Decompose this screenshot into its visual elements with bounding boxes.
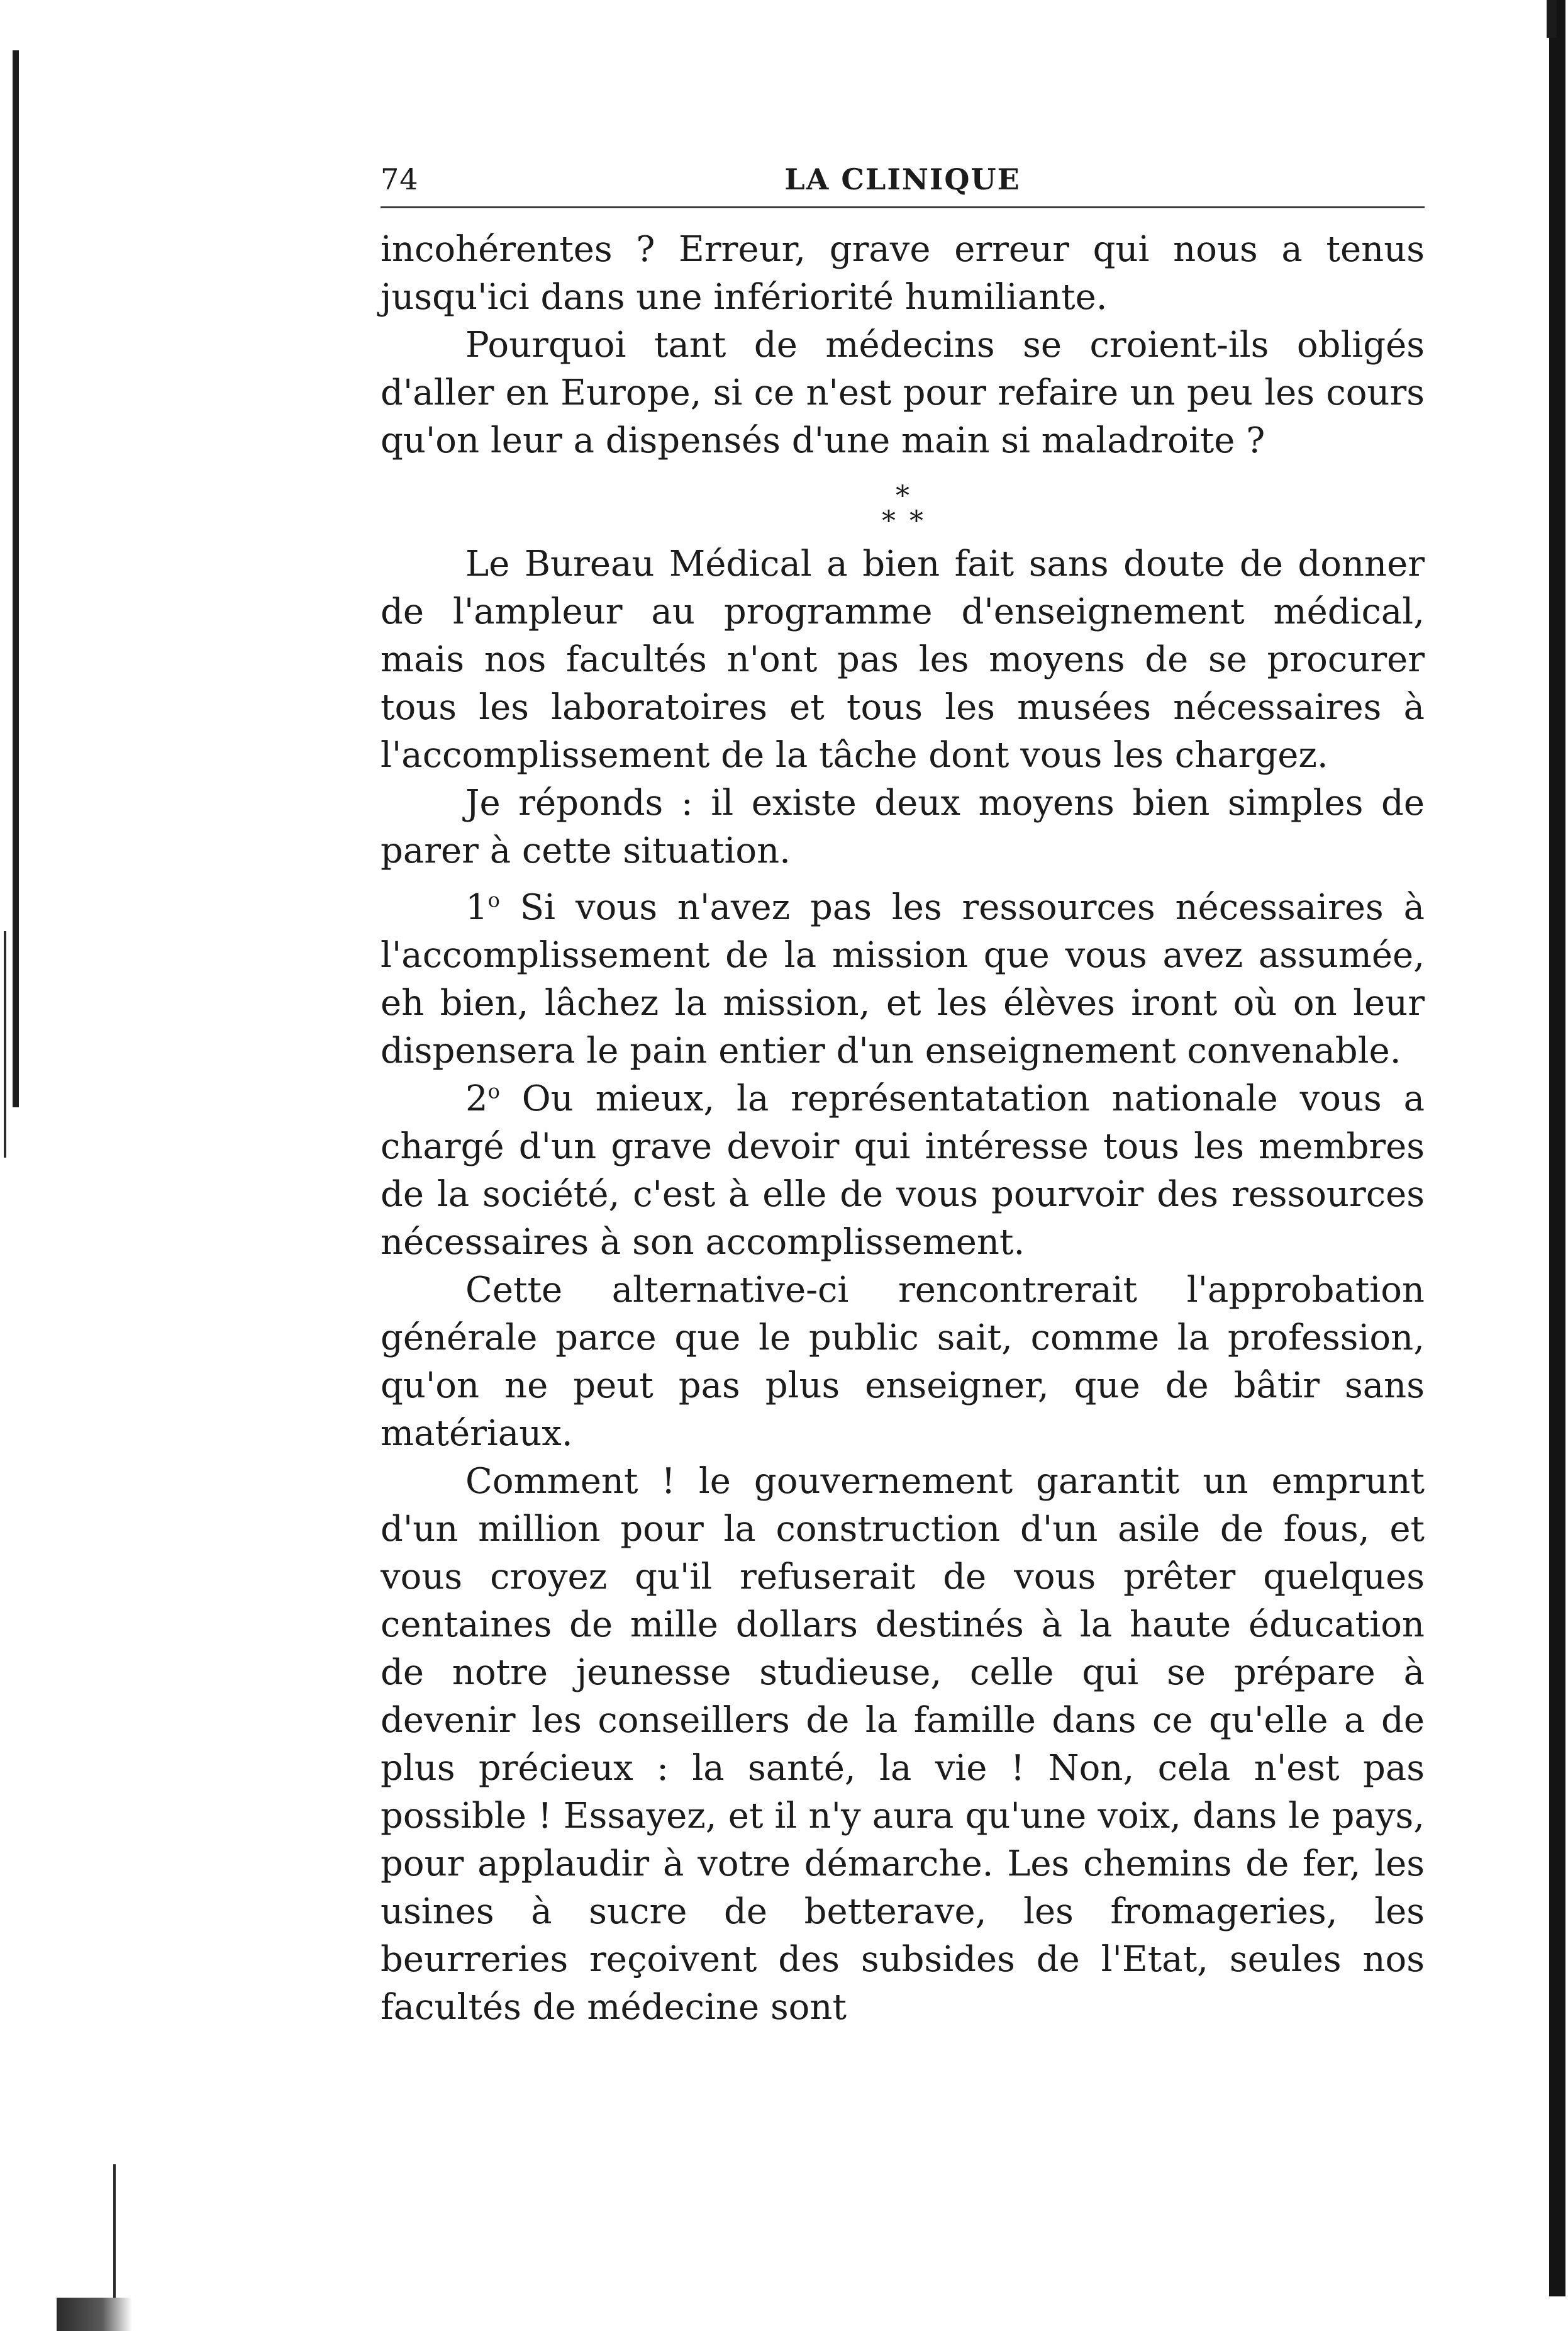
- scan-right-edge: [1547, 0, 1568, 2331]
- gutter-shadow-line: [113, 2164, 116, 2315]
- scan-bottom-shadow: [57, 2298, 132, 2331]
- paragraph-comment: Comment ! le gouvernement garantit un emprunt d'un million pour la construction d'un asile de fous, et vous croyez qu'il refuserait de vous prêter quelques centaines de mille dollars destinés à la haute éducation de notre jeunesse studieuse, celle qui se prépare à devenir les conseillers de la famille dans ce qu'elle a de plus précieux : la santé, la vie ! Non, cela n'est pas possible ! Essayez, et il n'y aura qu'une voix, dans le pays, pour applaudir à votre démarche. Les chemins de fer, les usines à sucre de betterave, les fromageries, les beurreries reçoivent des subsides de l'Etat, seules nos facultés de médecine sont: [381, 1461, 1425, 2028]
- scan-binding-edge: [0, 0, 20, 2331]
- header-rule: [381, 206, 1425, 208]
- page-number: 74: [381, 162, 419, 196]
- point-one-ordinal: o: [487, 888, 500, 912]
- right-edge-shadow-bar: [1549, 0, 1565, 2296]
- point-two-text: Ou mieux, la représentatation nationale vous a chargé d'un grave devoir qui intéresse tous les membres de la société, c'est à elle de vous pourvoir des ressources nécessaires à son accomplissement.: [381, 1078, 1425, 1263]
- running-title: LA CLINIQUE: [784, 162, 1021, 196]
- asterism-top: *: [896, 480, 909, 512]
- paragraph-je-reponds: Je réponds : il existe deux moyens bien simples de parer à cette situation.: [381, 783, 1425, 871]
- section-asterism: [381, 465, 1425, 540]
- point-two-ordinal: o: [487, 1079, 500, 1104]
- point-one-number: 1: [465, 887, 488, 928]
- running-head: [381, 157, 1425, 201]
- binding-shadow-stripe: [13, 50, 19, 1107]
- right-edge-corner: [1547, 0, 1557, 38]
- paragraph-pourquoi: Pourquoi tant de médecins se croient-ils obligés d'aller en Europe, si ce n'est pour refaire un peu les cours qu'on leur a dispensés d'une main si maladroite ?: [381, 325, 1425, 461]
- point-one-text: Si vous n'avez pas les ressources nécessaires à l'accomplissement de la mission que vous avez assumée, eh bien, lâchez la mission, et les élèves iront où on leur dispensera le pain entier d'un enseignement convenable.: [381, 887, 1425, 1071]
- asterism-bottom: **: [882, 505, 937, 537]
- paragraph-continuation: incohérentes ? Erreur, grave erreur qui nous a tenus jusqu'ici dans une infériorité humiliante.: [381, 229, 1425, 318]
- book-page: [381, 157, 1425, 2032]
- paragraph-bureau-medical: Le Bureau Médical a bien fait sans doute de donner de l'ampleur au programme d'enseignement médical, mais nos facultés n'ont pas les moyens de se procurer tous les laboratoires et tous les musées nécessaires à l'accomplissement de la tâche dont vous les chargez.: [381, 544, 1425, 776]
- point-two-number: 2: [465, 1078, 488, 1119]
- paragraph-alternative: Cette alternative-ci rencontrerait l'approbation générale parce que le public sait, comme la profession, qu'on ne peut pas plus enseigner, que de bâtir sans matériaux.: [381, 1270, 1425, 1454]
- scan-gutter-mark: [107, 0, 126, 2331]
- binding-shadow-stripe-lower: [4, 931, 6, 1158]
- paragraph-point-one: [381, 884, 1425, 1075]
- paragraph-point-two: [381, 1075, 1425, 1266]
